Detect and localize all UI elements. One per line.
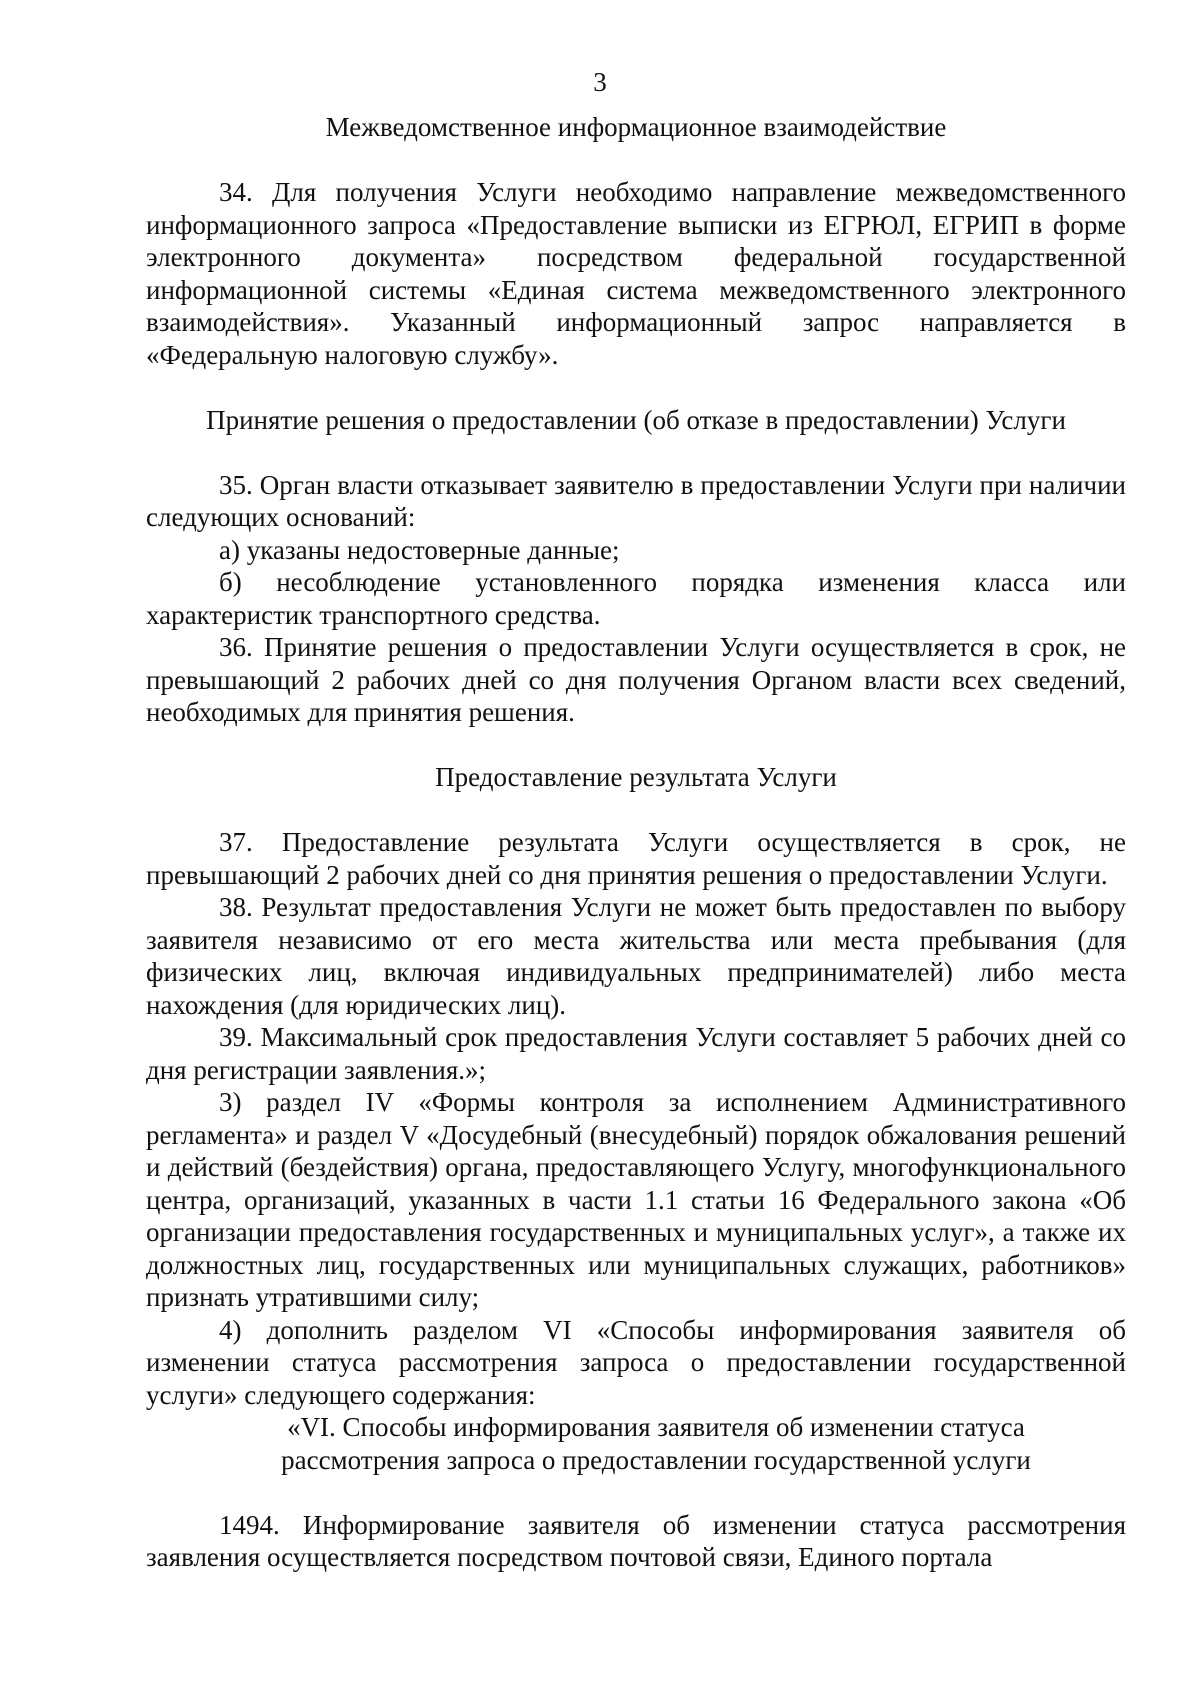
section-heading-result: Предоставление результата Услуги — [435, 762, 837, 792]
paragraph-item-3: 3) раздел IV «Формы контроля за исполнением Административного регламента» и раздел V «Досудебный (внесудебный) порядок обжалования решений и действий (бездействия) органа, предоставляющего Услугу, многофункционального центра, организаций, указанных в части 1.1 статьи 16 Федерального закона «Об организации предоставления государственных и муниципальных услуг», а также их должностных лиц, государственных или муниципальных служащих, работников» признать утратившими силу; — [146, 1087, 1126, 1312]
paragraph-item-4: 4) дополнить разделом VI «Способы информирования заявителя об изменении статуса рассмотрения запроса о предоставлении государственной услуги» следующего содержания: — [146, 1314, 1126, 1410]
spacer — [146, 1476, 1126, 1509]
spacer — [146, 794, 1126, 827]
paragraph-1494: 1494. Информирование заявителя об изменении статуса рассмотрения заявления осуществляется посредством почтовой связи, Единого портала — [146, 1509, 1126, 1572]
spacer — [146, 371, 1126, 404]
spacer — [146, 436, 1126, 469]
section-heading-decision: Принятие решения о предоставлении (об отказе в предоставлении) Услуги — [206, 404, 1066, 435]
quoted-section-heading-line-2: рассмотрения запроса о предоставлении государственной услуги — [281, 1444, 1031, 1475]
paragraph-38: 38. Результат предоставления Услуги не может быть предоставлен по выбору заявителя независимо от его места жительства или места пребывания (для физических лиц, включая индивидуальных предпринимателей) либо места нахождения (для юридических лиц). — [146, 892, 1126, 1020]
paragraph-35-b: б) несоблюдение установленного порядка изменения класса или характеристик транспортного средства. — [146, 567, 1126, 630]
page-number: 3 — [593, 67, 607, 97]
paragraph-36: 36. Принятие решения о предоставлении Услуги осуществляется в срок, не превышающий 2 рабочих дней со дня получения Органом власти всех сведений, необходимых для принятия решения. — [146, 632, 1126, 727]
paragraph-39: 39. Максимальный срок предоставления Услуги составляет 5 рабочих дней со дня регистрации заявления.»; — [146, 1022, 1126, 1085]
document-body — [146, 111, 1126, 1574]
paragraph-37: 37. Предоставление результата Услуги осуществляется в срок, не превышающий 2 рабочих дней со дня принятия решения о предоставлении Услуги. — [146, 827, 1126, 890]
paragraph-35: 35. Орган власти отказывает заявителю в предоставлении Услуги при наличии следующих оснований: — [146, 469, 1126, 532]
quoted-section-heading-line-1: «VI. Способы информирования заявителя об изменении статуса — [287, 1412, 1025, 1442]
section-heading-interagency: Межведомственное информационное взаимодействие — [325, 112, 947, 142]
spacer — [146, 729, 1126, 762]
paragraph-34: 34. Для получения Услуги необходимо направление межведомственного информационного запроса «Предоставление выписки из ЕГРЮЛ, ЕГРИП в форме электронного документа» посредством федеральной государственной информационной системы «Единая система межведомственного электронного взаимодействия». Указанный информационный запрос направляется в «Федеральную налоговую службу». — [146, 177, 1126, 370]
spacer — [146, 144, 1126, 177]
paragraph-35-a: а) указаны недостоверные данные; — [219, 534, 620, 565]
